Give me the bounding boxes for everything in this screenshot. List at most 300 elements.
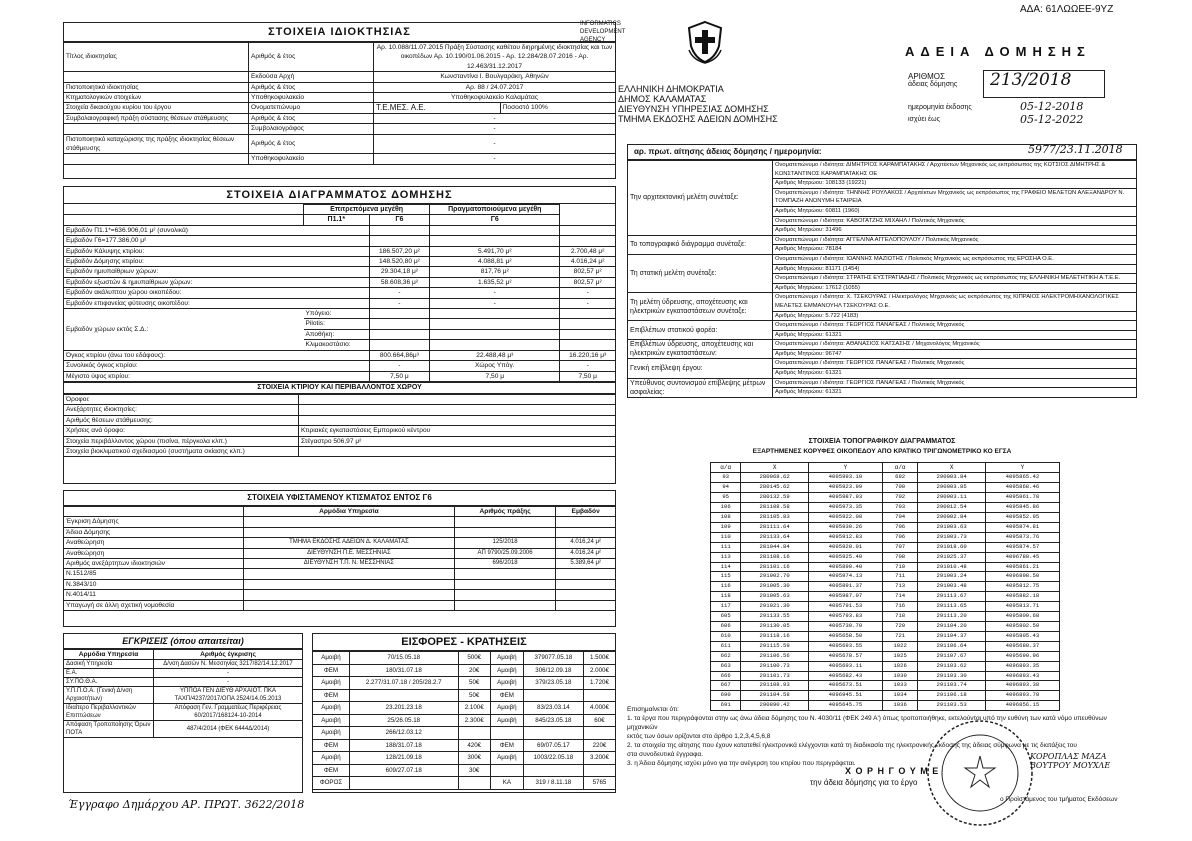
- building-value-c: [560, 319, 615, 329]
- building-value-c: [560, 225, 615, 235]
- fees-cell: [349, 777, 458, 790]
- permit-number-label: ΑΡΙΘΜΟΣ: [908, 72, 945, 81]
- topo-cell: 4095987.93: [808, 493, 882, 503]
- engineer-detail: Αριθμός Μητρώου: 17612 (1055): [773, 283, 1137, 293]
- building-value-b: 817,76 μ²: [430, 267, 560, 277]
- environment-row: [64, 426, 615, 436]
- existing-label: Αναθεώρηση: [64, 538, 244, 548]
- ownership-row-value: -: [374, 154, 616, 164]
- engineer-detail: Αριθμός Μητρώου: 78184: [773, 245, 1137, 255]
- allowed-header: Επιτρεπόμενα μεγέθη: [304, 205, 430, 215]
- topo-cell: 4095890.40: [808, 562, 882, 572]
- fees-cell: Αμοιβή: [490, 702, 523, 715]
- topo-cell: 281111.64: [741, 522, 809, 532]
- fees-cell: 128/21.09.18: [349, 752, 458, 765]
- ownership-table: [64, 42, 615, 165]
- fees-cell: 300€: [458, 752, 490, 765]
- fees-cell: ΚΑ: [490, 777, 523, 790]
- approvals-row: [64, 721, 302, 738]
- fees-cell: Αμοιβή: [490, 677, 523, 690]
- topo-cell: 109: [711, 522, 741, 532]
- building-value-c: 802,57 μ²: [560, 277, 615, 287]
- fees-cell: ΦΕΜ: [313, 739, 349, 752]
- ownership-share: Ποσοστό 100%: [500, 103, 615, 113]
- existing-row: [64, 590, 615, 600]
- topo-cell: 4096893.43: [985, 671, 1059, 681]
- building-value-a: 800.664,86μ³: [369, 350, 430, 360]
- fees-cell: ΦΕΜ: [313, 689, 349, 702]
- existing-blank: [64, 507, 244, 517]
- sub-area-label: Εμβαδόν χώρων εκτός Σ.Δ.:: [64, 309, 304, 351]
- approvals-number: -: [154, 678, 303, 687]
- building-value-b: [430, 309, 560, 319]
- topo-cell: 291005.30: [741, 582, 809, 592]
- existing-value-c: 4.016,24 μ²: [556, 548, 615, 558]
- fees-cell: 60€: [583, 714, 615, 727]
- topo-cell: 606: [711, 622, 741, 632]
- topo-cell: 4095993.10: [808, 473, 882, 483]
- topo-cell: 291025.37: [918, 552, 986, 562]
- ownership-row-label: Τίτλος ιδιοκτησίας: [64, 43, 249, 72]
- building-value-c: 4.016,24 μ²: [560, 257, 615, 267]
- fees-cell: 4.000€: [583, 702, 615, 715]
- topo-head: Χ: [741, 463, 809, 473]
- fees-row: [313, 677, 615, 690]
- building-title: ΣΤΟΙΧΕΙΑ ΔΙΑΓΡΑΜΜΑΤΟΣ ΔΟΜΗΣΗΣ: [64, 187, 615, 204]
- environment-label: Όροφοι:: [64, 394, 299, 404]
- topo-head: α/α: [711, 463, 741, 473]
- ownership-row-label: [64, 124, 249, 134]
- engineer-role: Επιβλέπων στατικού φορέα:: [628, 321, 773, 340]
- building-value-a: [369, 225, 430, 235]
- topo-cell: 1026: [882, 661, 917, 671]
- topo-cell: 708: [882, 552, 917, 562]
- engineer-row: [628, 321, 1137, 331]
- agency-label-line: INFORMATICS: [580, 21, 621, 27]
- ownership-row-label: Πιστοποιητικό καταχώρισης της πράξης ιδιοκτησίας θέσεων στάθμευσης: [64, 134, 249, 154]
- engineer-detail: Αριθμός Μητρώου: 81171 (1454): [773, 264, 1137, 274]
- approvals-number: 487/4/2014 (ΦΕΚ 6444Δ/2014): [154, 721, 303, 738]
- building-value-a: [369, 236, 430, 246]
- ownership-row: [64, 72, 615, 82]
- building-value-a: -: [369, 298, 430, 308]
- building-value-a: [369, 319, 430, 329]
- existing-head: Αριθμός πράξης: [454, 507, 556, 517]
- topo-cell: 106: [711, 503, 741, 513]
- engineer-detail: Αριθμός Μητρώου: 31496: [773, 226, 1137, 236]
- valid-until-value: 05-12-2022: [1020, 113, 1084, 126]
- existing-value-a: [244, 527, 455, 537]
- ownership-row-sub: Υποθηκοφυλακείο: [249, 93, 374, 103]
- topo-cell: 94: [711, 483, 741, 493]
- fees-cell: 20€: [458, 664, 490, 677]
- topo-cell: 713: [882, 582, 917, 592]
- ownership-section: [63, 22, 616, 179]
- engineer-row: [628, 293, 1137, 311]
- topo-cell: 4095868.46: [985, 483, 1059, 493]
- ownership-row-value: -: [374, 124, 616, 134]
- topo-cell: 4095690.96: [985, 651, 1059, 661]
- fees-title: ΕΙΣΦΟΡΕΣ - ΚΡΑΤΗΣΕΙΣ: [313, 634, 615, 651]
- fees-cell: 188/31.07.18: [349, 739, 458, 752]
- existing-label: Υπαγωγή σε άλλη σχετική νομοθεσία: [64, 600, 244, 610]
- topo-cell: 4095682.43: [808, 671, 882, 681]
- building-row-label: Αποθήκη:: [304, 329, 370, 339]
- environment-value: [299, 405, 616, 415]
- fees-cell: 5765: [583, 777, 615, 790]
- building-value-a: 148.520,80 μ²: [369, 257, 430, 267]
- fees-cell: 69/07.05.17: [523, 739, 583, 752]
- topo-cell: 4095865.42: [985, 473, 1059, 483]
- building-row: [64, 288, 615, 298]
- topo-cell: 290003.84: [918, 473, 986, 483]
- agency-label-line: AGENCY: [580, 37, 606, 43]
- topo-cell: 4095922.08: [808, 513, 882, 523]
- existing-value-b: 696/2018: [454, 559, 556, 569]
- fees-cell: ΦΕΜ: [313, 664, 349, 677]
- fees-row: [313, 714, 615, 727]
- building-row-label: Εμβαδόν Δόμησης κτιρίου:: [64, 257, 369, 267]
- building-value-a: -: [369, 361, 430, 371]
- fees-row: [313, 739, 615, 752]
- topo-cell: 1034: [882, 691, 917, 701]
- ownership-row-sub: Εκδούσα Αρχή: [249, 72, 374, 82]
- topo-row: [711, 661, 1060, 671]
- topo-cell: 666: [711, 671, 741, 681]
- fees-cell: [490, 727, 523, 740]
- building-row: [64, 236, 615, 246]
- building-row-label: Εμβαδόν Κάλυψης κτιρίου:: [64, 246, 369, 256]
- topo-cell: 291107.67: [918, 651, 986, 661]
- fees-cell: 500€: [458, 652, 490, 665]
- topo-cell: 4095974.13: [808, 572, 882, 582]
- building-value-b: 5.491,70 μ²: [430, 246, 560, 256]
- ownership-row-value: Κωνσταντίνα Ι. Βουλγαράκη, Αθηνών: [374, 72, 616, 82]
- ownership-row-sub: Αριθμός & έτος: [249, 43, 374, 72]
- approvals-row: [64, 678, 302, 687]
- topo-cell: 291113.67: [918, 592, 986, 602]
- notes-line: 3. η Άδεια δόμησης ισχύει μόνο για την ανέγερση του κτιρίου που περιγράφεται.: [627, 760, 856, 767]
- existing-row: [64, 548, 615, 558]
- topo-cell: 281105.83: [741, 513, 809, 523]
- agency-label-line: DEVELOPMENT: [580, 29, 626, 35]
- approvals-section: [63, 633, 303, 793]
- authority-line: ΔΙΕΥΘΥΝΣΗ ΥΠΗΡΕΣΙΑΣ ΔΟΜΗΣΗΣ: [618, 104, 769, 114]
- topo-row: [711, 513, 1060, 523]
- environment-label: Ανεξάρτητες ιδιοκτησίες:: [64, 405, 299, 415]
- topo-cell: 4096856.15: [985, 701, 1059, 711]
- existing-label: Ν.4014/11: [64, 590, 244, 600]
- existing-section: [63, 490, 616, 627]
- building-row-label: Εμβαδόν ημιυπαίθριων χώρων:: [64, 267, 369, 277]
- ownership-row-sub: Ονοματεπώνυμο: [249, 103, 374, 113]
- approvals-number: Δ/νση Δασών Ν. Μεσσηνίας 3217/82/14.12.2017: [154, 660, 303, 669]
- fees-cell: Αμοιβή: [490, 652, 523, 665]
- fees-cell: [458, 727, 490, 740]
- topo-row: [711, 592, 1060, 602]
- topo-cell: 4095678.57: [808, 651, 882, 661]
- topo-cell: 291104.58: [741, 691, 809, 701]
- building-row-label: Κλιμακοστάσιο:: [304, 340, 370, 350]
- col-p11: Π1.1*: [304, 215, 370, 225]
- topo-row: [711, 493, 1060, 503]
- topo-cell: 291103.30: [918, 671, 986, 681]
- approvals-authority: Ιδιαίτερο Περιβαλλοντικών Επιπτώσεων: [64, 704, 154, 721]
- fees-cell: [490, 764, 523, 777]
- approvals-header-row: [64, 650, 302, 660]
- existing-row: [64, 559, 615, 569]
- fees-cell: ΦΕΜ: [490, 739, 523, 752]
- fees-row: [313, 664, 615, 677]
- fees-cell: 23.201.23.18: [349, 702, 458, 715]
- topo-cell: 281133.64: [741, 532, 809, 542]
- topo-cell: 281044.84: [741, 542, 809, 552]
- environment-row: [64, 446, 615, 456]
- engineer-detail: Ονοματεπώνυμο / ιδιότητα: ΓΕΩΡΓΙΟΣ ΠΑΝΑΓΕΑΣ / Πολιτικός Μηχανικός: [773, 321, 1137, 331]
- approvals-head: Αρμόδια Υπηρεσία: [64, 650, 154, 660]
- fees-section: [312, 633, 616, 793]
- approvals-authority: Υ.Π.Π.Ο.Α. (Γενική Δ/νση Αρχαιοτήτων): [64, 687, 154, 704]
- topo-cell: 291103.74: [918, 681, 986, 691]
- fees-cell: ΦΕΜ: [490, 689, 523, 702]
- fees-cell: Αμοιβή: [313, 752, 349, 765]
- ownership-row: [64, 82, 615, 92]
- existing-value-b: [454, 569, 556, 579]
- notes-line: 1. τα έργα που περιγράφονται στην ως άνω άδεια δόμησης του Ν. 4030/11 (ΦΕΚ 249 Α') όπως τροποποιήθηκε, εκτελούνται υπό την ευθύνη των κατά νόμο υπευθύνων μηχανικών: [627, 715, 1107, 731]
- topo-row: [711, 532, 1060, 542]
- topo-cell: 291003.48: [918, 582, 986, 592]
- building-row-label: Εμβαδόν Π1.1*=636.906,01 μ² (συνολικά): [64, 225, 369, 235]
- authority-line: ΕΛΛΗΝΙΚΗ ΔΗΜΟΚΡΑΤΙΑ: [618, 84, 724, 94]
- building-row: [64, 350, 615, 360]
- existing-title: ΣΤΟΙΧΕΙΑ ΥΦΙΣΤΑΜΕΝΟΥ ΚΤΙΣΜΑΤΟΣ ΕΝΤΟΣ Γ6: [64, 491, 615, 506]
- environment-value: [299, 446, 616, 456]
- building-value-a: 186.507,20 μ²: [369, 246, 430, 256]
- ownership-row: [64, 113, 615, 123]
- approvals-title: ΕΓΚΡΙΣΕΙΣ (όπου απαιτείται): [64, 634, 302, 649]
- topo-cell: 280132.59: [741, 493, 809, 503]
- engineer-detail: Αριθμός Μητρώου: 61321: [773, 388, 1137, 398]
- engineer-detail: Ονοματεπώνυμο / ιδιότητα: ΣΤΡΑΤΗΣ ΕΥΣΤΡΑΤΙΑΔΗΣ / Πολιτικός Μηχανικός ως εκπρόσωπος της ΕΛΛΗΝΙΚΗ ΜΕΛΕΤΗΤΙΚΗ Α.Τ.Ε.Ε.: [773, 274, 1137, 284]
- topo-cell: 4095673.51: [808, 681, 882, 691]
- topo-cell: 707: [882, 542, 917, 552]
- topo-cell: 290012.54: [918, 503, 986, 513]
- topo-cell: 291018.60: [918, 542, 986, 552]
- environment-row: [64, 436, 615, 446]
- topo-cell: 4096945.51: [808, 691, 882, 701]
- fees-cell: 379/23.05.18: [523, 677, 583, 690]
- building-value-c: [560, 309, 615, 319]
- topo-cell: 4095812.75: [985, 582, 1059, 592]
- topo-cell: 4095793.83: [808, 612, 882, 622]
- approvals-number: -: [154, 669, 303, 678]
- approvals-head: Αριθμός έγκρισης: [154, 650, 303, 660]
- topo-cell: 1033: [882, 681, 917, 691]
- building-value-c: -: [560, 298, 615, 308]
- fees-cell: 1003/22.05.18: [523, 752, 583, 765]
- topo-cell: 610: [711, 631, 741, 641]
- topo-row: [711, 562, 1060, 572]
- topo-cell: 291005.63: [741, 592, 809, 602]
- building-value-a: [369, 329, 430, 339]
- building-value-b: 1.635,52 μ²: [430, 277, 560, 287]
- fees-cell: 2.277/31.07.18 / 205/28.2.7: [349, 677, 458, 690]
- existing-value-a: [244, 517, 455, 527]
- topo-cell: 4095693.11: [808, 661, 882, 671]
- topo-cell: 291104.20: [918, 622, 986, 632]
- topo-row: [711, 691, 1060, 701]
- building-table: [64, 204, 615, 382]
- topo-row: [711, 651, 1060, 661]
- permit-number-sublabel: άδειας δόμησης: [908, 81, 958, 88]
- engineer-detail: Αριθμός Μητρώου: 60811 (1960): [773, 206, 1137, 216]
- fees-cell: 420€: [458, 739, 490, 752]
- application-header: [627, 144, 1137, 160]
- existing-row: [64, 527, 615, 537]
- existing-label: Άδεια Δόμησης: [64, 527, 244, 537]
- ownership-row: [64, 154, 615, 164]
- engineer-detail: Ονοματεπώνυμο / ιδιότητα: ΓΕΩΡΓΙΟΣ ΠΑΝΑΓΕΑΣ / Πολιτικός Μηχανικός: [773, 378, 1137, 388]
- topo-cell: 605: [711, 612, 741, 622]
- existing-value-b: ΑΠ 9790/25.09.2006: [454, 548, 556, 558]
- building-row: [64, 225, 615, 235]
- ownership-row-label: [64, 154, 249, 164]
- fees-cell: 180/31.07.18: [349, 664, 458, 677]
- topo-cell: 111: [711, 542, 741, 552]
- topo-cell: 113: [711, 552, 741, 562]
- ada-code: ΑΔΑ: 61ΛΩΩΕΕ-9ΥΖ: [1020, 4, 1114, 15]
- building-row: [64, 246, 615, 256]
- fees-cell: [523, 689, 583, 702]
- topo-row: [711, 622, 1060, 632]
- ownership-row-value: -: [374, 134, 616, 154]
- approvals-row: [64, 660, 302, 669]
- fees-cell: 379077.05.18: [523, 652, 583, 665]
- topo-cell: 690: [711, 691, 741, 701]
- topo-cell: 291106.56: [741, 651, 809, 661]
- engineer-detail: Αριθμός Μητρώου: 108133 (19221): [773, 179, 1137, 189]
- permit-number-value: 213/2018: [990, 70, 1072, 90]
- topo-cell: 4095861.78: [985, 493, 1059, 503]
- fees-cell: Αμοιβή: [490, 752, 523, 765]
- topo-cell: 4095874.57: [985, 542, 1059, 552]
- existing-value-c: [556, 600, 615, 610]
- building-value-a: [369, 340, 430, 350]
- topo-cell: 291021.30: [741, 602, 809, 612]
- topo-cell: 4096898.50: [985, 572, 1059, 582]
- approvals-number: ΥΠΠΟΑ ΓΕΝ ΔΙΕΥΘ ΑΡΧΑΙΟΤ. ΠΚΑ ΤΑΧΠ/4237/2017/ΟΠΑ 2524/14.05.2013: [154, 687, 303, 704]
- topo-cell: 95: [711, 493, 741, 503]
- building-value-b: [430, 319, 560, 329]
- existing-value-a: ΤΜΗΜΑ ΕΚΔΟΣΗΣ ΑΔΕΙΩΝ Δ. ΚΑΛΑΜΑΤΑΣ: [244, 538, 455, 548]
- signature-name: ΚΟΡΟΠΛΑΣ ΜΑΖΑ ΒΟΥΤΡΟΥ ΜΟΥΧΛΕ: [1030, 752, 1111, 770]
- topo-row: [711, 503, 1060, 513]
- fees-cell: 1.500€: [583, 652, 615, 665]
- environment-label: Αριθμός θέσεων στάθμευσης:: [64, 415, 299, 425]
- fees-cell: Αμοιβή: [313, 652, 349, 665]
- topo-head: α/α: [882, 463, 917, 473]
- building-value-a: 58.608,36 μ²: [369, 277, 430, 287]
- fees-cell: 25/26.05.18: [349, 714, 458, 727]
- fees-cell: Αμοιβή: [490, 714, 523, 727]
- fees-row: [313, 777, 615, 790]
- topo-cell: 118: [711, 592, 741, 602]
- environment-label: Στοιχεία βιοκλιματικού σχεδιασμού (συστήματα σκίασης κλπ.): [64, 446, 299, 456]
- approvals-row: [64, 704, 302, 721]
- ownership-row-value: -: [374, 113, 616, 123]
- topo-cell: 4095693.55: [808, 641, 882, 651]
- approvals-authority: Ε.Α.: [64, 669, 154, 678]
- building-row-label: Μέγιστο ύψος κτιρίου:: [64, 371, 369, 381]
- building-row: [64, 257, 615, 267]
- topo-header-row: [711, 463, 1060, 473]
- fees-cell: 266/12.03.12: [349, 727, 458, 740]
- fees-cell: ΦΕΜ: [313, 764, 349, 777]
- topo-cell: 291002.70: [741, 572, 809, 582]
- col-g6: Γ6: [369, 215, 430, 225]
- authority-line: ΤΜΗΜΑ ΕΚΔΟΣΗΣ ΑΔΕΙΩΝ ΔΟΜΗΣΗΣ: [618, 114, 778, 124]
- environment-row: [64, 415, 615, 425]
- existing-value-c: [556, 579, 615, 589]
- ownership-row: [64, 43, 615, 72]
- fees-cell: [458, 777, 490, 790]
- topo-cell: 291103.62: [918, 661, 986, 671]
- engineer-detail: Ονοματεπώνυμο / ιδιότητα: ΙΩΑΝΝΗΣ ΜΑΖΙΩΤΗΣ / Πολιτικός Μηχανικός ως εκπρόσωπος της ΕΡΩΣΗΑ Ο.Ε.: [773, 254, 1137, 264]
- building-value-a: [369, 309, 430, 319]
- topo-cell: 291100.73: [741, 661, 809, 671]
- fees-row: [313, 752, 615, 765]
- topo-cell: 667: [711, 681, 741, 691]
- topo-cell: 662: [711, 651, 741, 661]
- building-value-c: [560, 329, 615, 339]
- environment-title: ΣΤΟΙΧΕΙΑ ΚΤΙΡΙΟΥ ΚΑΙ ΠΕΡΙΒΑΛΛΟΝΤΟΣ ΧΩΡΟΥ: [64, 382, 615, 394]
- ownership-row-value: Αρ. 88 / 24.07.2017: [374, 82, 616, 92]
- ownership-row-label: Πιστοποιητικό ιδιοκτησίας: [64, 82, 249, 92]
- existing-value-c: [556, 517, 615, 527]
- topo-cell: 4095925.40: [808, 552, 882, 562]
- engineer-row: [628, 378, 1137, 388]
- topo-cell: 700: [882, 483, 917, 493]
- topo-cell: 703: [882, 503, 917, 513]
- ownership-row-sub: Συμβολαιογράφος: [249, 124, 374, 134]
- application-value: 5977/23.11.2018: [1028, 143, 1123, 156]
- topo-row: [711, 552, 1060, 562]
- issuing-authority: [618, 84, 778, 124]
- fees-cell: ΦΟΡΟΣ: [313, 777, 349, 790]
- topo-cell: 4095845.86: [985, 503, 1059, 513]
- fees-cell: Αμοιβή: [313, 727, 349, 740]
- engineer-detail: Ονοματεπώνυμο / ιδιότητα: ΑΓΓΕΛΙΝΑ ΑΓΓΕΛΟΠΟΥΛΟΥ / Πολιτικός Μηχανικός: [773, 235, 1137, 245]
- topo-cell: 291113.65: [918, 602, 986, 612]
- topo-cell: 4096780.45: [985, 552, 1059, 562]
- grant-line-2: την άδεια δόμησης για το έργο: [810, 778, 918, 787]
- topo-cell: 290003.85: [918, 483, 986, 493]
- fees-row: [313, 764, 615, 777]
- fees-cell: Αμοιβή: [313, 677, 349, 690]
- topo-cell: 706: [882, 522, 917, 532]
- topo-cell: 718: [882, 612, 917, 622]
- fees-cell: 30€: [458, 764, 490, 777]
- topo-cell: 116: [711, 582, 741, 592]
- environment-row: [64, 394, 615, 404]
- topo-cell: 4095680.37: [985, 641, 1059, 651]
- ownership-row-sub: Αριθμός & έτος: [249, 82, 374, 92]
- topo-cell: 4095658.50: [808, 631, 882, 641]
- building-row-label: Όγκος κτιρίου (άνω του εδάφους):: [64, 350, 369, 360]
- engineer-role: Το τοπογραφικό διάγραμμα συνέταξε:: [628, 235, 773, 254]
- engineer-role: Τη στατική μελέτη συνέταξε:: [628, 254, 773, 292]
- topo-cell: 4095923.99: [808, 483, 882, 493]
